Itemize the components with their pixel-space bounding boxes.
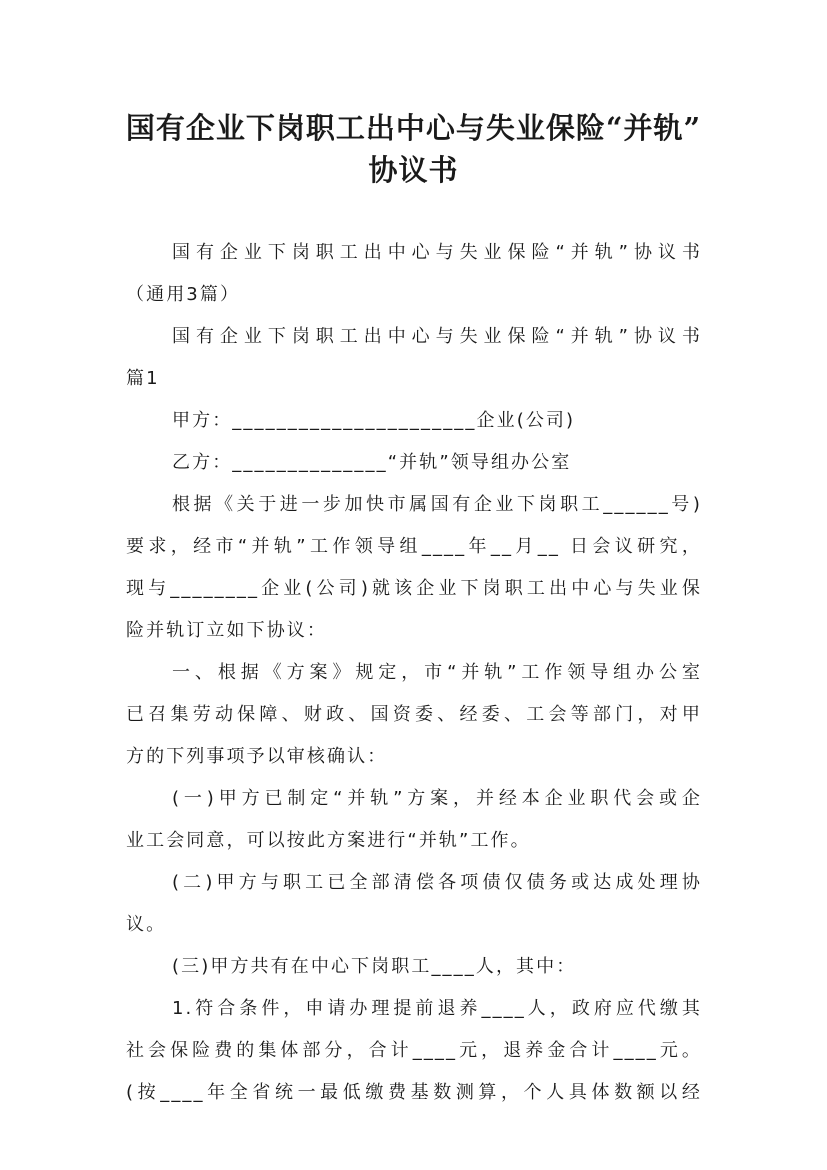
paragraph-line: 方的下列事项予以审核确认：	[126, 746, 388, 767]
paragraph-line: 已召集劳动保障、财政、国资委、经委、工会等部门，对甲	[126, 704, 702, 725]
paragraph-line: (一)甲方已制定“并轨”方案，并经本企业职代会或企	[172, 788, 702, 809]
paragraph-line: 一、根据《方案》规定，市“并轨”工作领导组办公室	[172, 662, 702, 683]
document-title-line-1: 国有企业下岗职工出中心与失业保险“并轨”	[125, 111, 702, 145]
paragraph-line: (三)甲方共有在中心下岗职工____人，其中：	[172, 956, 577, 977]
paragraph-line: 国有企业下岗职工出中心与失业保险“并轨”协议书	[172, 326, 702, 347]
paragraph-line: 国有企业下岗职工出中心与失业保险“并轨”协议书	[172, 242, 702, 263]
paragraph-line: 现与________企业(公司)就该企业下岗职工出中心与失业保	[126, 578, 702, 599]
paragraph-line: (按____年全省统一最低缴费基数测算，个人具体数额以经	[126, 1082, 702, 1103]
paragraph-line: 议。	[126, 914, 167, 935]
paragraph-line: 1.符合条件，申请办理提前退养____人，政府应代缴其	[172, 998, 702, 1019]
paragraph-line: （通用3篇）	[126, 284, 241, 305]
paragraph-line: 乙方：______________“并轨”领导组办公室	[172, 452, 572, 473]
paragraph-line: 业工会同意，可以按此方案进行“并轨”工作。	[126, 830, 531, 851]
paragraph-line: 甲方：______________________企业(公司)	[172, 410, 576, 431]
document-title-line-2: 协议书	[368, 153, 459, 187]
paragraph-line: 根据《关于进一步加快市属国有企业下岗职工______号)	[172, 494, 702, 515]
paragraph-line: 险并轨订立如下协议：	[126, 620, 327, 641]
paragraph-line: (二)甲方与职工已全部清偿各项债仅债务或达成处理协	[172, 872, 702, 893]
paragraph-line: 篇1	[126, 368, 160, 389]
paragraph-line: 社会保险费的集体部分，合计____元，退养金合计____元。	[126, 1040, 702, 1061]
paragraph-line: 要求，经市“并轨”工作领导组____年__月__ 日会议研究，	[126, 536, 702, 557]
